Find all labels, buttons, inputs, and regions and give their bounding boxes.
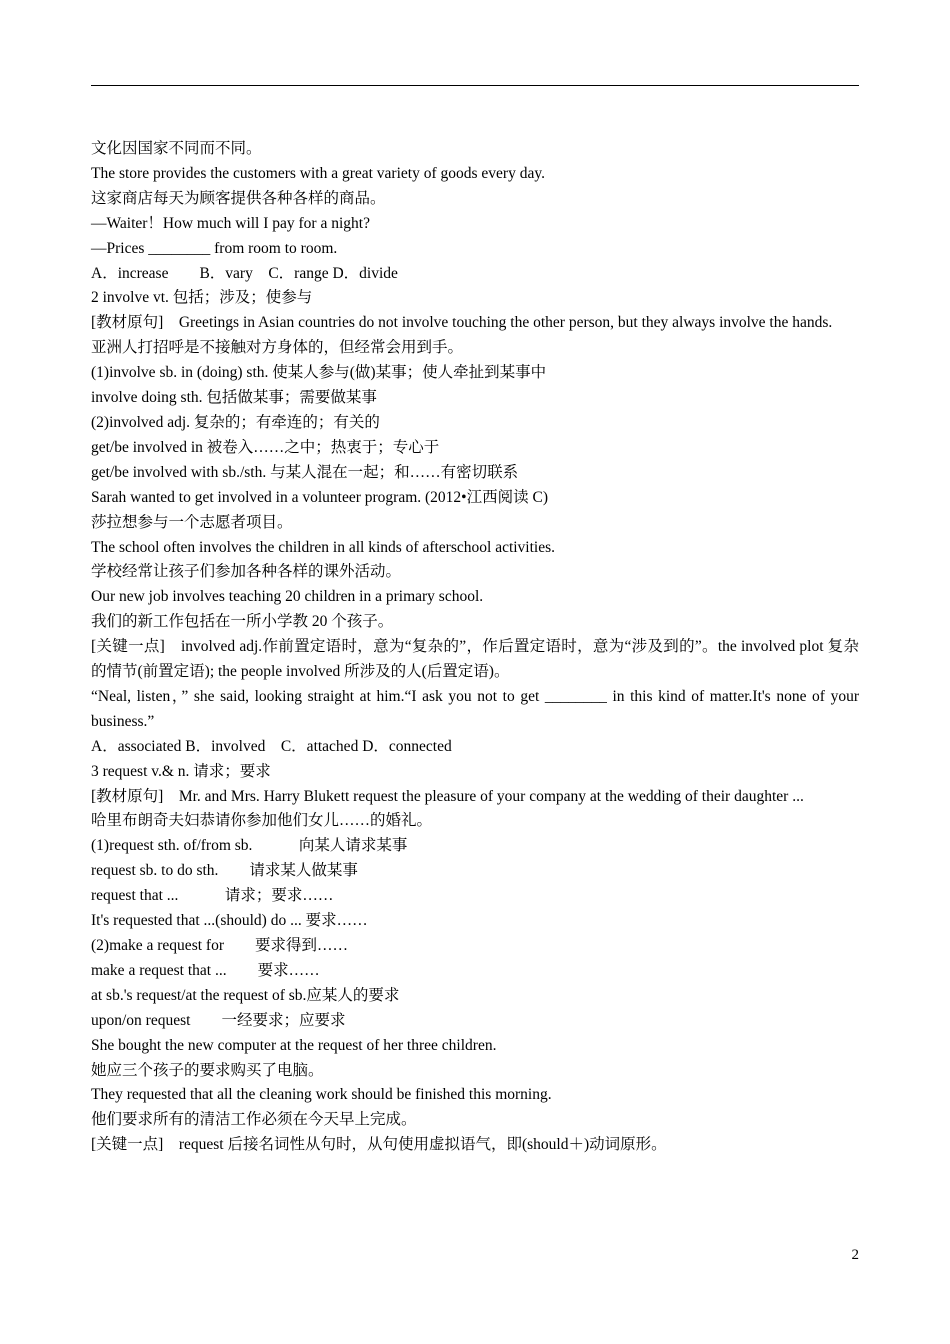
text-line: —Waiter！How much will I pay for a night? xyxy=(91,214,370,232)
text-line: request sb. to do sth. 请求某人做某事 xyxy=(91,862,358,880)
text-line: request that ... 请求；要求…… xyxy=(91,887,334,905)
text-line: (2)make a request for 要求得到…… xyxy=(91,937,348,954)
text-line: The store provides the customers with a great variety of goods every day. xyxy=(91,164,545,182)
text-line: upon/on request 一经要求；应要求 xyxy=(91,1011,346,1029)
section-heading-involve: 2 involve vt. 包括；涉及；使参与 xyxy=(91,289,313,307)
text-line: 这家商店每天为顾客提供各种各样的商品。 xyxy=(91,189,386,207)
text-line: —Prices ________ from room to room. xyxy=(91,239,338,257)
document-body xyxy=(91,137,859,1158)
text-line: 他们要求所有的清洁工作必须在今天早上完成。 xyxy=(91,1111,417,1129)
exercise-question: “Neal, listen，” she said, looking straight at him.“I ask you not to get ________ in this kind of matter.It's none of your business.” xyxy=(91,687,859,730)
header-rule xyxy=(91,85,859,86)
text-line: get/be involved in 被卷入……之中；热衷于；专心于 xyxy=(91,438,440,456)
page-number: 2 xyxy=(851,1247,859,1263)
text-line: She bought the new computer at the request of her three children. xyxy=(91,1036,497,1054)
key-point-note: [关键一点] involved adj.作前置定语时，意为“复杂的”，作后置定语时，意为“涉及到的”。the involved plot 复杂的情节(前置定语); the people involved 所涉及的人(后置定语)。 xyxy=(91,638,859,681)
text-line: get/be involved with sb./sth. 与某人混在一起；和……有密切联系 xyxy=(91,463,519,481)
text-line: The school often involves the children in all kinds of afterschool activities. xyxy=(91,538,556,556)
text-line: Sarah wanted to get involved in a volunteer program. (2012•江西阅读 C) xyxy=(91,488,548,506)
text-line: (1)request sth. of/from sb. 向某人请求某事 xyxy=(91,837,408,855)
text-line: 学校经常让孩子们参加各种各样的课外活动。 xyxy=(91,563,402,581)
text-line: (1)involve sb. in (doing) sth. 使某人参与(做)某事；使人牵扯到某事中 xyxy=(91,364,547,382)
answer-options: A．associated B．involved C．attached D．connected xyxy=(91,737,452,755)
textbook-quote: [教材原句] Greetings in Asian countries do not involve touching the other person, but they always involve the hands. xyxy=(91,314,833,332)
text-line: 她应三个孩子的要求购买了电脑。 xyxy=(91,1061,324,1079)
textbook-quote: [教材原句] Mr. and Mrs. Harry Blukett request the pleasure of your company at the wedding of their daughter ... xyxy=(91,787,804,805)
text-line: 哈里布朗奇夫妇恭请你参加他们女儿……的婚礼。 xyxy=(91,812,433,830)
text-line: at sb.'s request/at the request of sb.应某人的要求 xyxy=(91,986,400,1004)
text-line: 亚洲人打招呼是不接触对方身体的，但经常会用到手。 xyxy=(91,339,464,357)
answer-options: A．increase B．vary C．range D．divide xyxy=(91,264,398,282)
text-line: 我们的新工作包括在一所小学教 20 个孩子。 xyxy=(91,613,394,631)
text-line: 莎拉想参与一个志愿者项目。 xyxy=(91,513,293,531)
text-line: (2)involved adj. 复杂的；有牵连的；有关的 xyxy=(91,413,380,431)
section-heading-request: 3 request v.& n. 请求；要求 xyxy=(91,762,271,780)
text-line: It's requested that ...(should) do ... 要求…… xyxy=(91,912,368,930)
text-line: Our new job involves teaching 20 children in a primary school. xyxy=(91,588,484,606)
text-line: 文化因国家不同而不同。 xyxy=(91,140,262,157)
key-point-note: [关键一点] request 后接名词性从句时，从句使用虚拟语气，即(should＋)动词原形。 xyxy=(91,1136,667,1154)
text-line: make a request that ... 要求…… xyxy=(91,961,320,979)
text-line: involve doing sth. 包括做某事；需要做某事 xyxy=(91,389,377,407)
text-line: They requested that all the cleaning work should be finished this morning. xyxy=(91,1086,552,1104)
